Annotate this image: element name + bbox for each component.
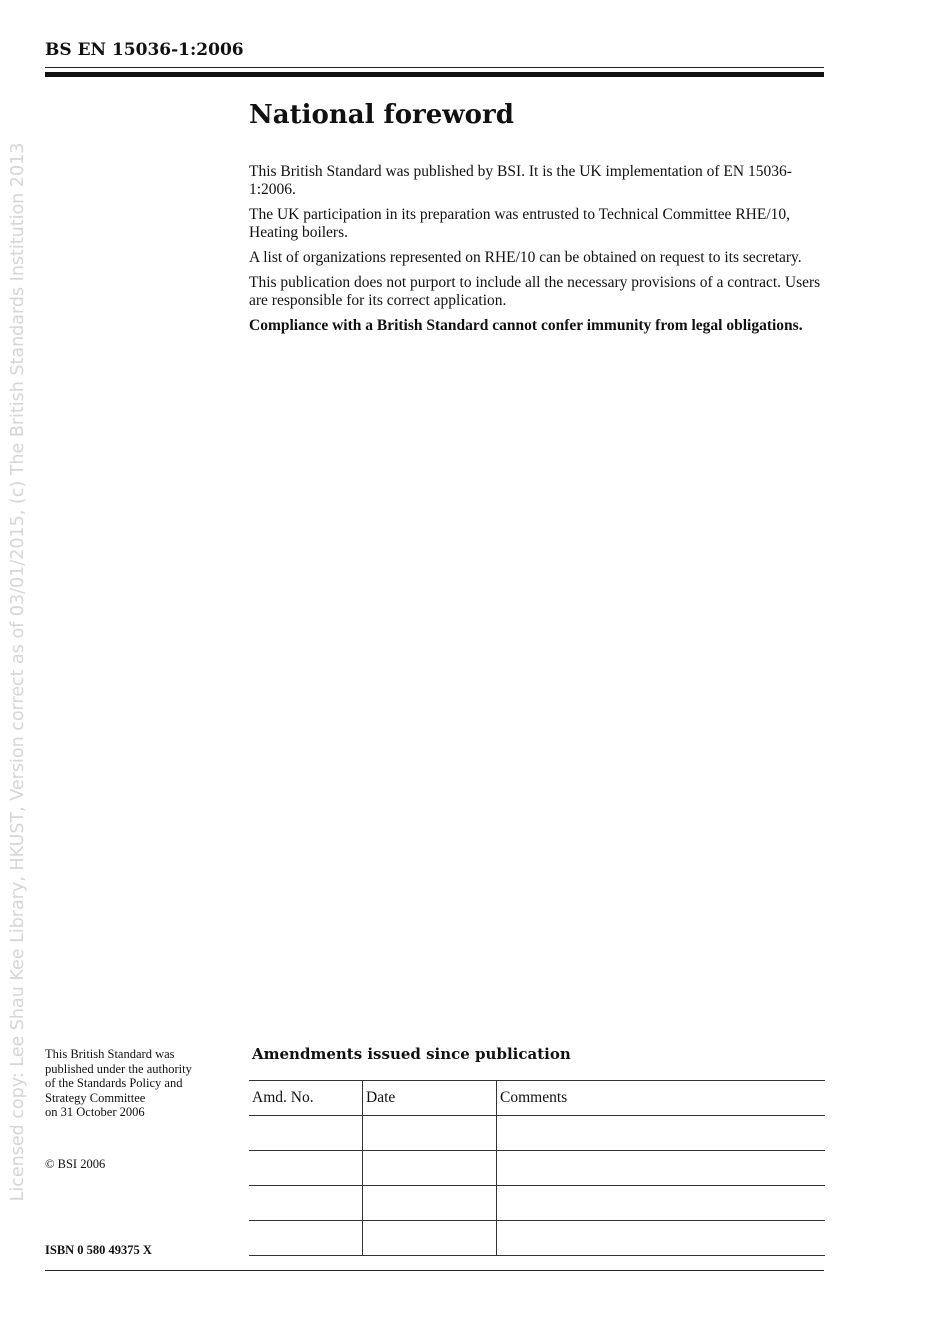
header-rule-thin (45, 67, 824, 68)
foreword-paragraph: This British Standard was published by BSI. It is the UK implementation of EN 15036-1:2006. (249, 163, 792, 198)
table-row (249, 1186, 825, 1221)
table-cell (249, 1116, 363, 1151)
copyright-notice: © BSI 2006 (45, 1157, 106, 1171)
compliance-statement: Compliance with a British Standard cannot confer immunity from legal obligations. (249, 317, 803, 334)
amendments-title: Amendments issued since publication (252, 1045, 571, 1063)
table-row (249, 1151, 825, 1186)
note-line: published under the authority (45, 1061, 192, 1076)
table-cell (497, 1151, 826, 1186)
note-line: This British Standard was (45, 1047, 175, 1061)
table-cell (497, 1221, 826, 1256)
foreword-paragraph: A list of organizations represented on RHE/10 can be obtained on request to its secretary. (249, 249, 802, 266)
foreword-paragraph: The UK participation in its preparation was entrusted to Technical Committee RHE/10, Heating boilers. (249, 206, 790, 241)
isbn: ISBN 0 580 49375 X (45, 1243, 152, 1257)
foreword-body (249, 163, 825, 342)
foreword-paragraph: This publication does not purport to include all the necessary provisions of a contract. Users are responsible for its correct application. (249, 274, 821, 309)
table-cell (497, 1116, 826, 1151)
table-cell (363, 1221, 497, 1256)
table-cell (249, 1151, 363, 1186)
table-row (249, 1116, 825, 1151)
page-title: National foreword (249, 100, 514, 130)
column-header-date: Date (363, 1081, 497, 1116)
document-id: BS EN 15036-1:2006 (45, 40, 244, 60)
table-header-row (249, 1081, 825, 1116)
table-cell (363, 1116, 497, 1151)
table-cell (497, 1186, 826, 1221)
table-cell (249, 1221, 363, 1256)
footer-rule (45, 1270, 824, 1271)
amendments-table (249, 1080, 825, 1256)
note-line: on 31 October 2006 (45, 1105, 145, 1119)
license-watermark: Licensed copy: Lee Shau Kee Library, HKUST, Version correct as of 03/01/2015, (c) The British Standards Institution 2013 (8, 142, 28, 1202)
table-cell (249, 1186, 363, 1221)
table-cell (363, 1186, 497, 1221)
publication-authority-note (45, 1047, 235, 1120)
column-header-comments: Comments (497, 1081, 826, 1116)
table-cell (363, 1151, 497, 1186)
note-line: of the Standards Policy and (45, 1076, 183, 1090)
note-line: Strategy Committee (45, 1090, 146, 1105)
header-rule-thick (45, 72, 824, 77)
column-header-amd-no: Amd. No. (249, 1081, 363, 1116)
table-row (249, 1221, 825, 1256)
